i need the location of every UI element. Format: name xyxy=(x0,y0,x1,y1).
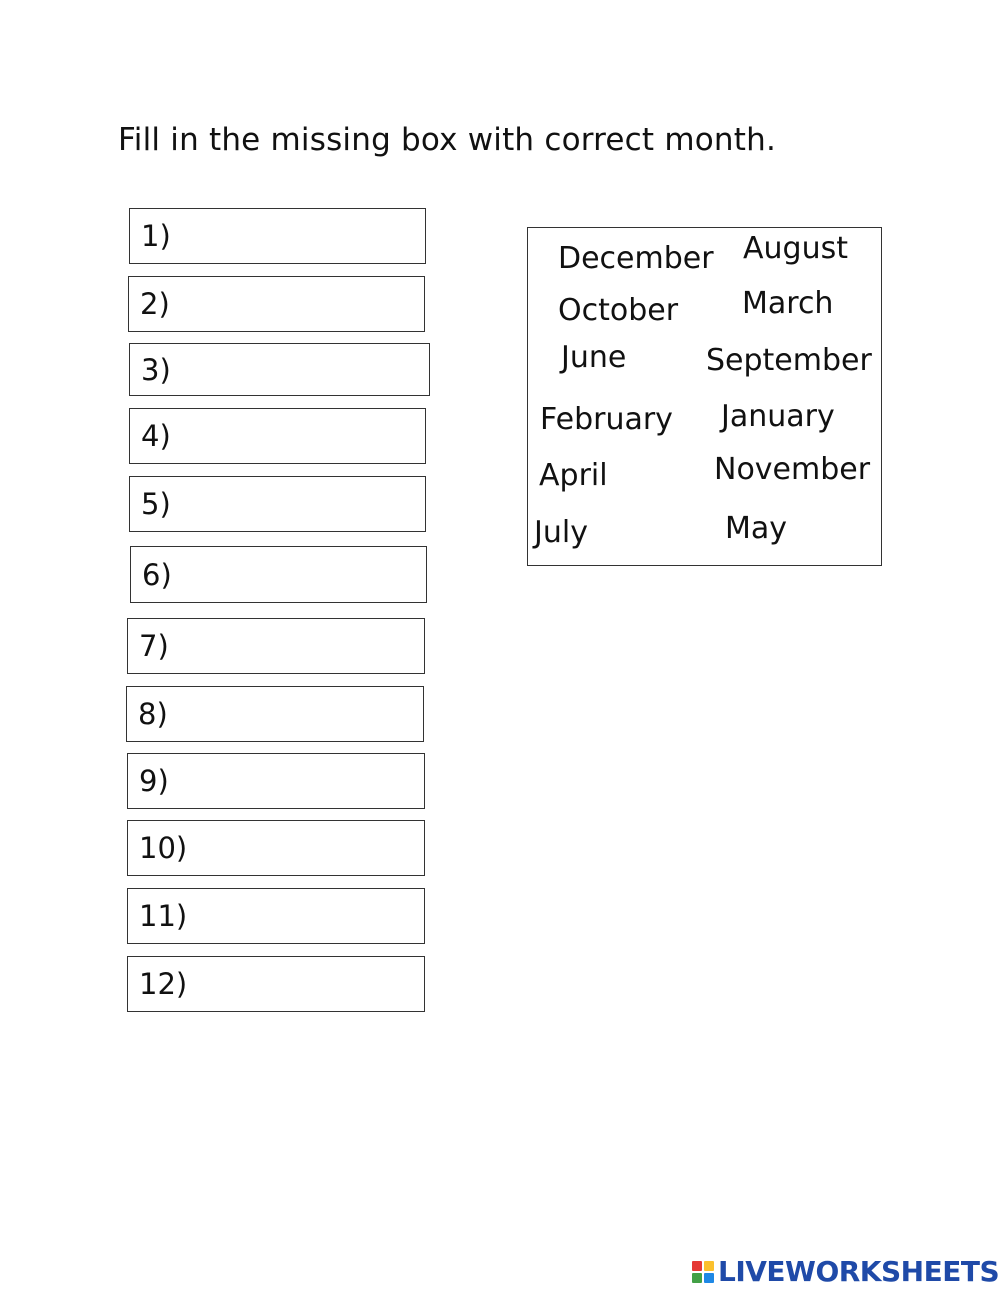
word-bank-item: November xyxy=(714,452,871,487)
answer-box-label: 3) xyxy=(141,352,171,387)
answer-box-label: 11) xyxy=(139,899,188,933)
answer-box-1[interactable] xyxy=(129,208,426,264)
word-bank-item: September xyxy=(706,343,872,378)
word-bank-item: August xyxy=(743,231,848,266)
answer-box-12[interactable] xyxy=(127,956,425,1012)
answer-box-label: 5) xyxy=(141,487,171,521)
answer-box-label: 8) xyxy=(138,697,168,731)
answer-box-label: 6) xyxy=(142,557,172,592)
answer-box-4[interactable] xyxy=(129,408,426,464)
word-bank-item: December xyxy=(558,241,714,276)
answer-box-8[interactable] xyxy=(126,686,424,742)
liveworksheets-logo xyxy=(692,1255,999,1288)
logo-text: LIVEWORKSHEETS xyxy=(718,1255,1000,1288)
logo-square xyxy=(704,1273,714,1283)
word-bank xyxy=(527,227,882,566)
answer-box-9[interactable] xyxy=(127,753,425,809)
answer-box-label: 2) xyxy=(140,287,170,321)
logo-square xyxy=(692,1261,702,1271)
answer-box-11[interactable] xyxy=(127,888,425,944)
instruction-text: Fill in the missing box with correct month. xyxy=(118,122,776,158)
word-bank-item: May xyxy=(725,511,788,546)
answer-box-label: 4) xyxy=(141,419,171,453)
word-bank-item: April xyxy=(539,458,608,493)
answer-box-label: 7) xyxy=(139,629,169,663)
logo-grid-icon xyxy=(692,1261,714,1283)
logo-square xyxy=(692,1273,702,1283)
answer-box-label: 10) xyxy=(139,831,188,865)
word-bank-item: February xyxy=(540,402,673,437)
answer-box-5[interactable] xyxy=(129,476,426,532)
word-bank-item: March xyxy=(742,286,834,321)
answer-box-7[interactable] xyxy=(127,618,425,674)
answer-box-6[interactable] xyxy=(130,546,427,603)
answer-box-label: 12) xyxy=(139,967,188,1001)
answer-box-3[interactable] xyxy=(129,343,430,396)
word-bank-item: January xyxy=(721,399,835,434)
word-bank-item: July xyxy=(534,515,588,550)
answer-box-2[interactable] xyxy=(128,276,425,332)
answer-box-10[interactable] xyxy=(127,820,425,876)
logo-square xyxy=(704,1261,714,1271)
word-bank-item: June xyxy=(561,340,627,375)
word-bank-item: October xyxy=(558,293,679,328)
answer-box-label: 1) xyxy=(141,219,171,253)
answer-box-label: 9) xyxy=(139,764,169,798)
